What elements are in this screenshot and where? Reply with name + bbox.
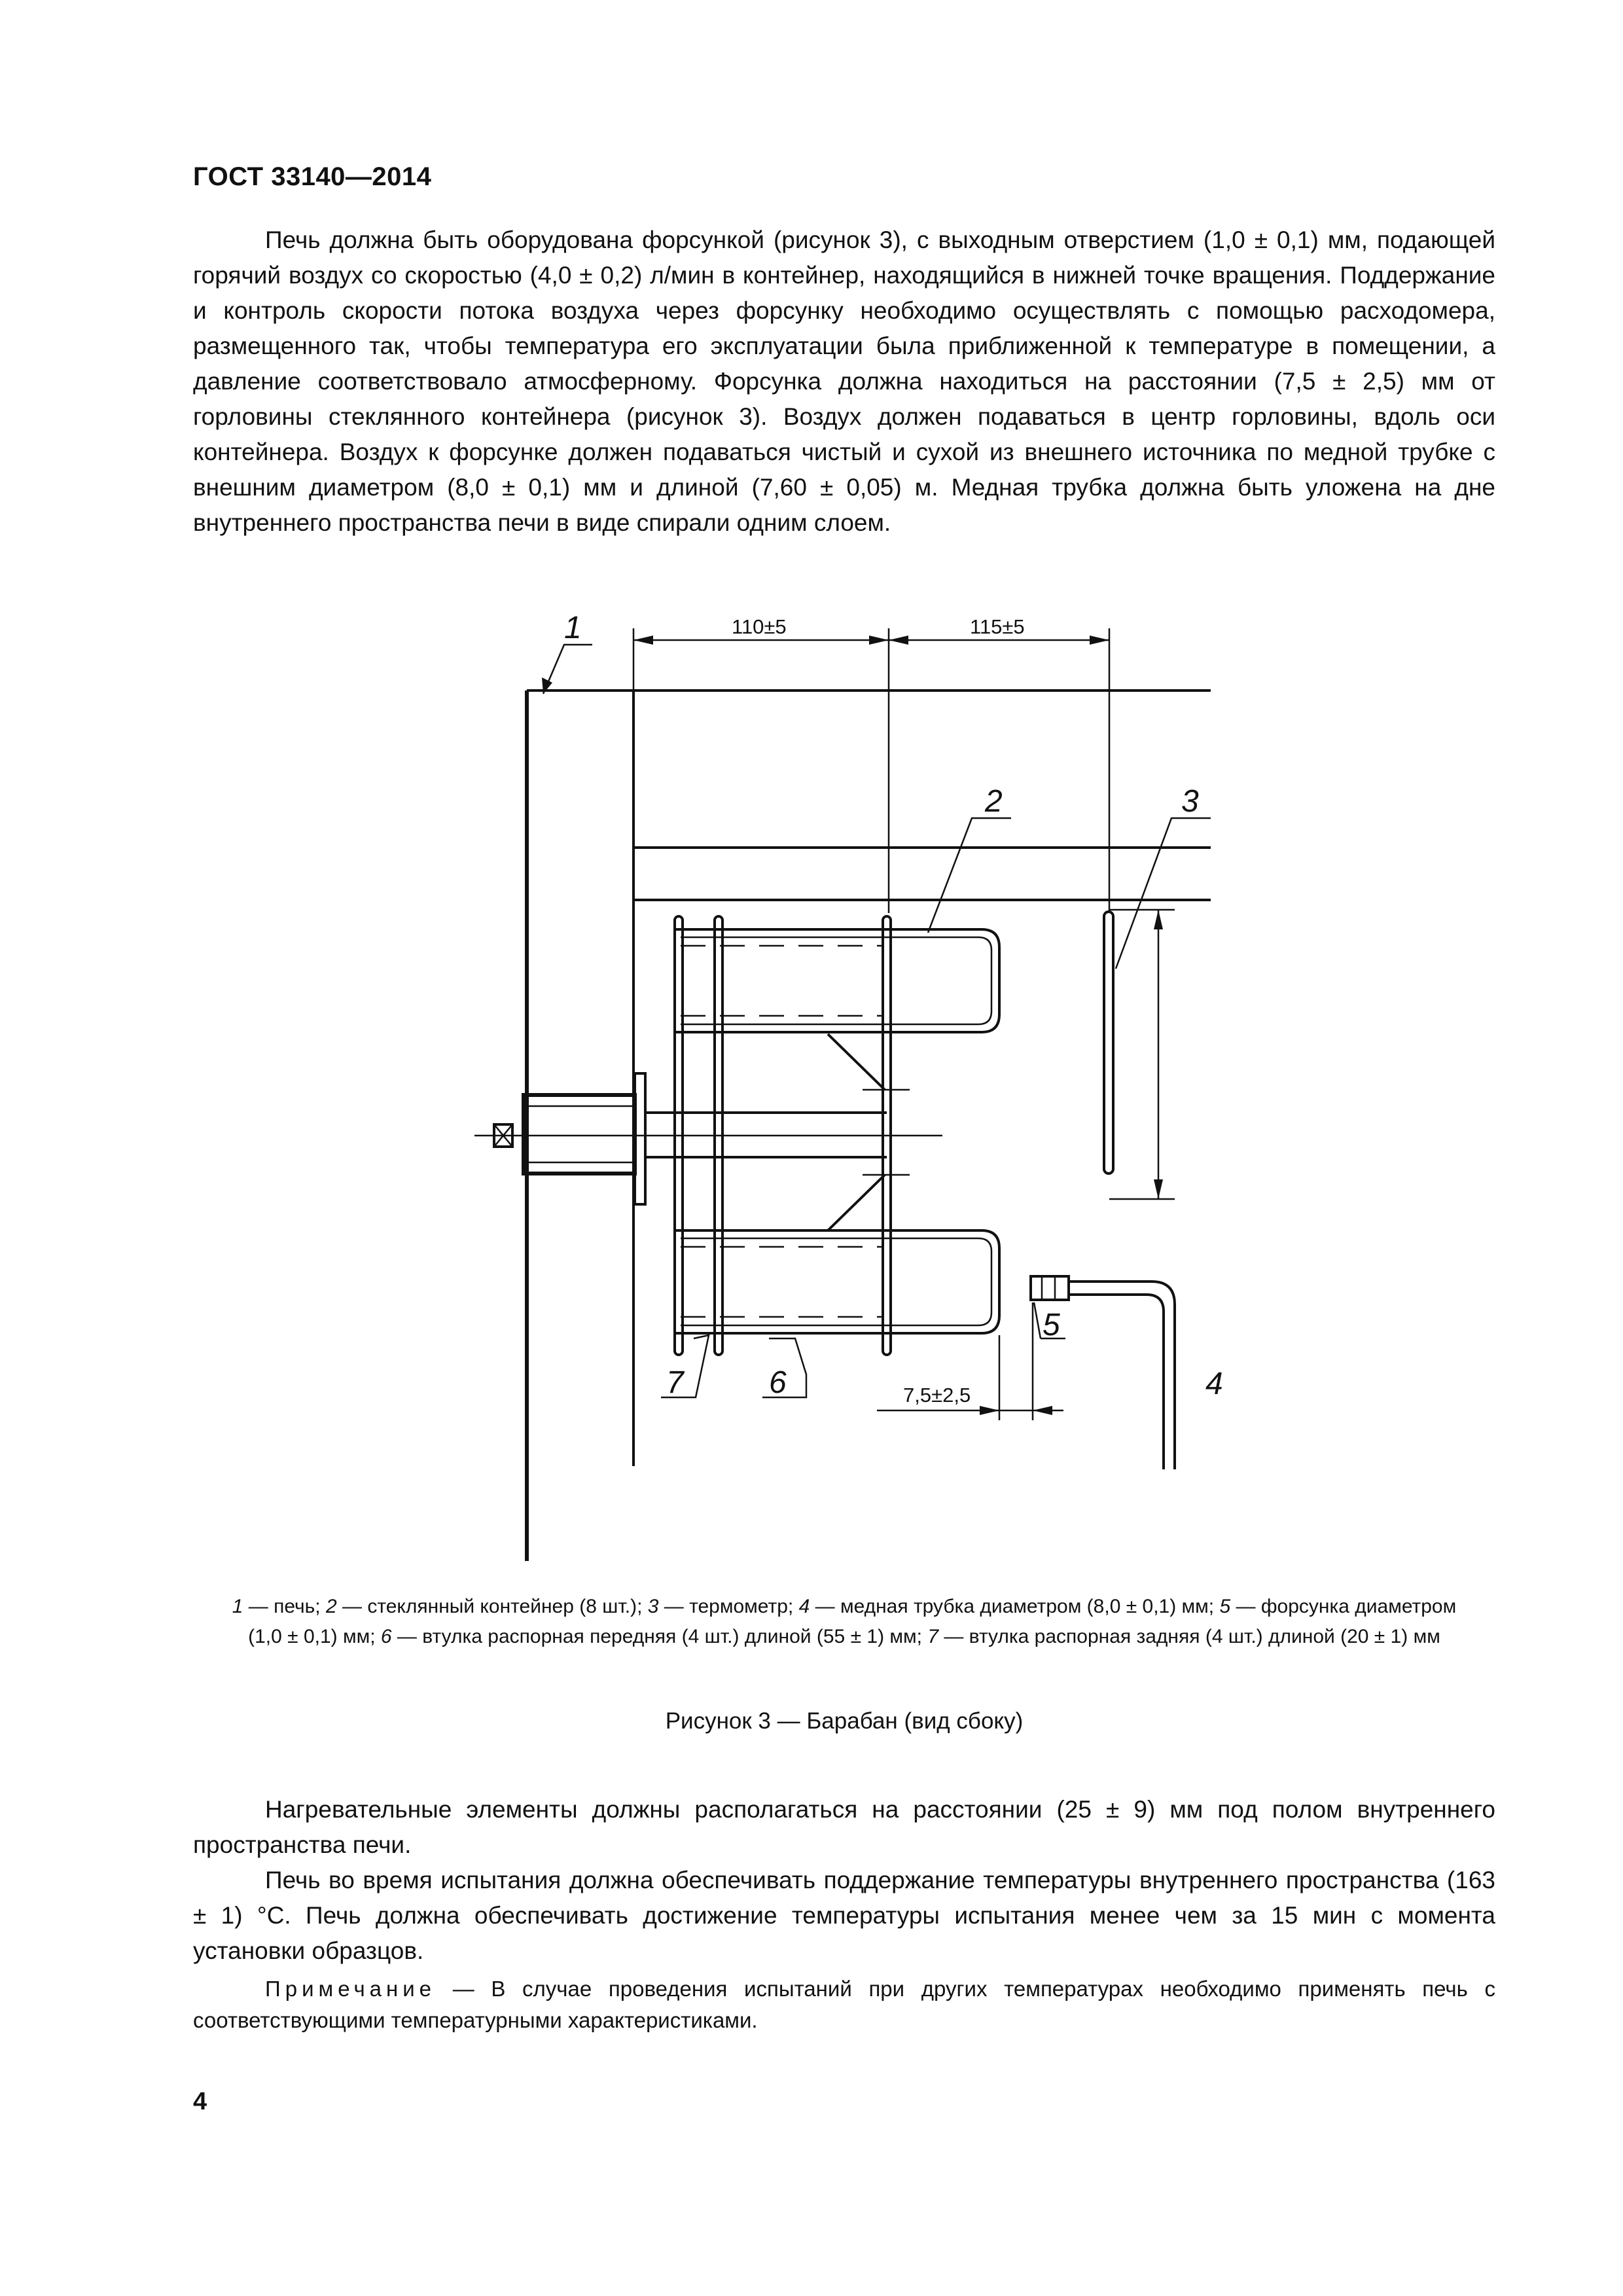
copper-tube: [1069, 1282, 1175, 1469]
note: [193, 1973, 1495, 2036]
nozzle: [1031, 1276, 1069, 1300]
leader-3: [1116, 818, 1211, 969]
note-label: Примечание: [265, 1977, 437, 2001]
leader-2: [928, 818, 1011, 933]
label-7: 7: [666, 1365, 684, 1400]
figure-caption: Рисунок 3 — Барабан (вид сбоку): [665, 1708, 1024, 1734]
dim-7-5: 7,5±2,5: [903, 1384, 971, 1407]
thermometer: [1104, 912, 1113, 1174]
label-6: 6: [769, 1365, 787, 1400]
label-4: 4: [1205, 1367, 1223, 1401]
paragraph-heating-elements: Нагревательные элементы должны располагаться на расстоянии (25 ± 9) мм под полом внутреннего пространства печи.: [193, 1796, 1495, 1858]
label-2: 2: [985, 784, 1003, 819]
dim-110: 110±5: [732, 615, 787, 638]
paragraph-oven-temperature: Печь во время испытания должна обеспечивать поддержание температуры внутреннего пространства (163 ± 1) °С. Печь должна обеспечивать достижение температуры испытания менее чем за 15 мин с момента установки образцов.: [193, 1867, 1495, 1964]
note-text: — В случае проведения испытаний при других температурах необходимо применять печь с соответствующими температурными характеристиками.: [193, 1977, 1495, 2032]
page-number: 4: [193, 2088, 207, 2115]
leader-1: [543, 645, 592, 694]
dim-115: 115±5: [970, 615, 1025, 638]
paragraph-nozzle: Печь должна быть оборудована форсункой (рисунок 3), с выходным отверстием (1,0 ± 0,1) мм, подающей горячий воздух со скоростью (4,0 ± 0,2) л/мин в контейнер, находящийся в нижней точке вращения. Поддержание и контроль скорости потока воздуха через форсунку необходимо осуществлять с помощью расходомера, размещенного так, чтобы температура его эксплуатации была приближенной к температуре в помещении, а давление соответствовало атмосферному. Форсунка должна находиться на расстоянии (7,5 ± 2,5) мм от горловины стеклянного контейнера (рисунок 3). Воздух должен подаваться в центр горловины, вдоль оси контейнера. Воздух к форсунке должен подаваться чистый и сухой из внешнего источника по медной трубке с внешним диаметром (8,0 ± 0,1) мм и длиной (7,60 ± 0,05) м. Медная трубка должна быть уложена на дне внутреннего пространства печи в виде спирали одним слоем.: [193, 226, 1495, 536]
label-5: 5: [1043, 1308, 1060, 1342]
document-header: ГОСТ 33140—2014: [193, 162, 432, 191]
label-1: 1: [564, 611, 582, 645]
figure-legend: 1 — печь; 2 — стеклянный контейнер (8 шт.); 3 — термометр; 4 — медная трубка диаметром (8,0 ± 0,1) мм; 5 — форсунка диаметром (1,0 ± 0,1) мм; 6 — втулка распорная передняя (4 шт.) длиной (55 ± 1) мм; 7 — втулка распорная задняя (4 шт.) длиной (20 ± 1) мм: [232, 1596, 1457, 1647]
label-3: 3: [1181, 784, 1199, 819]
